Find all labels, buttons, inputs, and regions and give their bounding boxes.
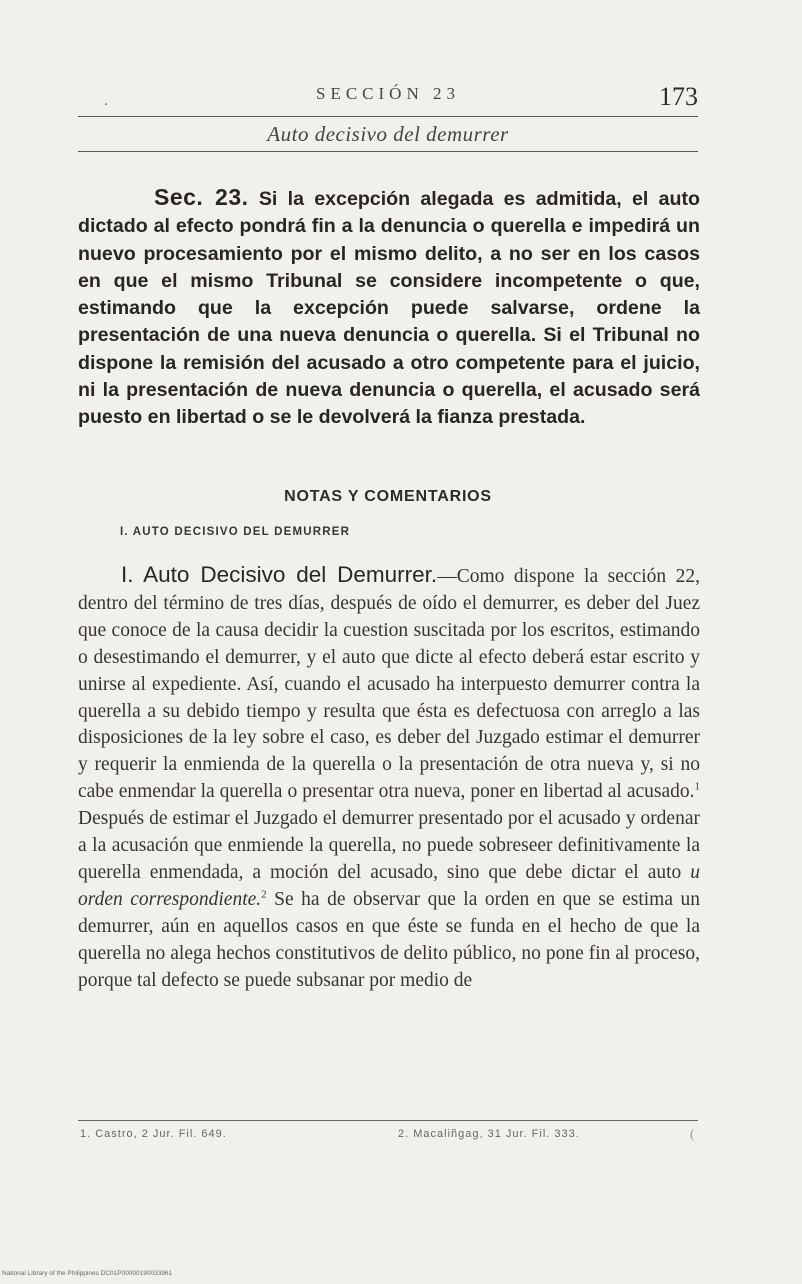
section-lead: Sec. 23. (154, 184, 249, 210)
commentary-text-1: —Como dispone la sección 22, dentro del término de tres días, después de oído el demurrer, es deber del Juez que conoce de la causa decidir la cuestion suscitada por los escritos, estimando o desestimando el demurrer, y el auto que dicte al efecto deberá estar escrito y unirse al expediente. Así, cuando el acusado ha interpuesto demurrer contra la querella a su debido tiempo y resulta que ésta es defectuosa con arreglo a las disposiciones de la ley sobre el caso, es deber del Juzgado estimar el demurrer y requerir la enmienda de la querella o la presentación de otra nueva y, si no cabe enmendar la querella o presentar otra nueva, poner en libertad al acusado. (78, 566, 700, 803)
library-credit: National Library of the Philippines DC01P00000190033961 (2, 1270, 173, 1277)
footnote-ref-1: 1 (694, 780, 700, 793)
notes-subheading: I. AUTO DECISIVO DEL DEMURRER (120, 526, 351, 538)
stray-mark: ( (690, 1126, 695, 1141)
commentary-italic: u orden correspondiente. (78, 861, 700, 910)
footnote-2: 2. Macaliñgag, 31 Jur. Fil. 333. (398, 1128, 580, 1140)
header-rule-bottom (78, 151, 698, 152)
running-head (78, 82, 698, 116)
footnote-1: 1. Castro, 2 Jur. Fil. 649. (80, 1128, 227, 1140)
footnote-rule (78, 1120, 698, 1121)
margin-mark: . (104, 92, 108, 109)
commentary-text-3: Se ha de observar que la orden en que se estima un demurrer, aún en aquellos casos en que éste se funda en el hecho de que la querella no alega hechos constitutivos de delito público, no pone fin al proceso, porque tal defecto se puede subsanar por medio de (78, 888, 700, 991)
commentary-paragraph (78, 562, 700, 995)
section-text (78, 184, 700, 432)
footnote-ref-2: 2 (261, 888, 267, 901)
header-rule-top (78, 116, 698, 117)
page-number: 173 (659, 82, 698, 111)
notes-heading: NOTAS Y COMENTARIOS (284, 488, 492, 505)
section-body: Si la excepción alegada es admitida, el auto dictado al efecto pondrá fin a la denuncia o querella e impedirá un nuevo procesamiento por el mismo delito, a no ser en los casos en que el mismo Tribunal se considere incompetente o que, estimando que la excepción puede salvarse, ordene la presentación de una nueva denuncia o querella. Si el Tribunal no dispone la remisión del acusado a otro competente para el juicio, ni la presentación de nueva denuncia o querella, el acusado será puesto en libertad o se le devolverá la fianza prestada. (78, 188, 700, 429)
commentary-text-2: Después de estimar el Juzgado el demurrer presentado por el acusado y ordenar a la acusación que enmiende la querella, no puede sobreseer definitivamente la querella enmendada, a moción del acusado, sino que debe dictar el auto (78, 808, 700, 883)
section-label: SECCIÓN 23 (316, 84, 460, 103)
page-subtitle: Auto decisivo del demurrer (267, 122, 509, 146)
commentary-lead: I. Auto Decisivo del Demurrer. (121, 562, 438, 587)
